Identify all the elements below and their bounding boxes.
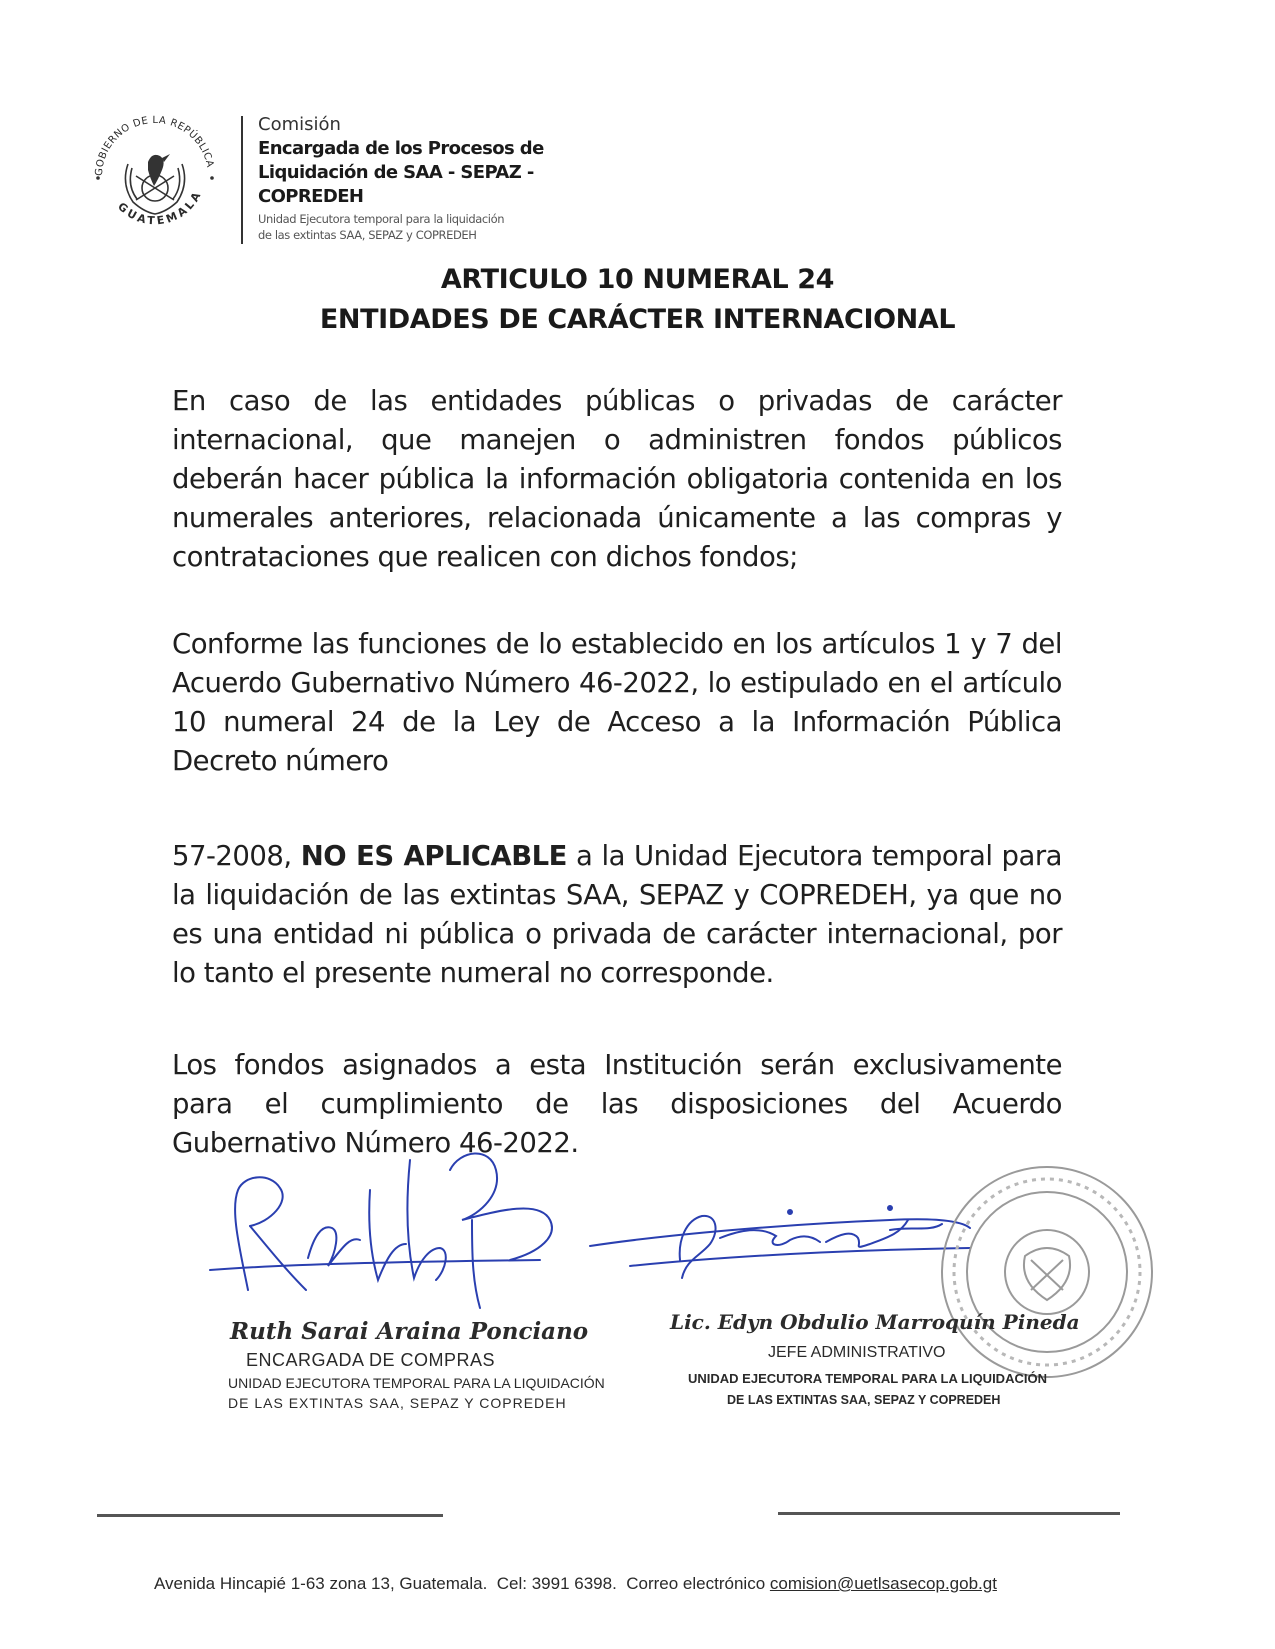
footer-rule-left bbox=[97, 1514, 443, 1517]
paragraph-3-start: 57-2008, bbox=[172, 840, 292, 872]
header-divider bbox=[241, 116, 243, 244]
paragraph-2: Conforme las funciones de lo establecido en los artículos 1 y 7 del Acuerdo Gubernativo Número 46-2022, lo estipulado en el artículo 10 numeral 24 de la Ley de Acceso a la Información Pública Decreto número bbox=[172, 628, 1062, 777]
header-subtitle-2: de las extintas SAA, SEPAZ y COPREDEH bbox=[258, 228, 477, 242]
paragraph-1: En caso de las entidades públicas o privadas de carácter internacional, que manejen o administren fondos públicos deberán hacer pública la información obligatoria contenida en los numerales anteriores, relacionada únicamente a las compras y contrataciones que realicen con dichos fondos; bbox=[172, 385, 1062, 573]
header-commission: Comisión bbox=[258, 114, 341, 135]
document-title: ARTICULO 10 NUMERAL 24 bbox=[440, 264, 835, 295]
signature-2-role: JEFE ADMINISTRATIVO bbox=[768, 1344, 946, 1361]
signature-1-unit-line-2: DE LAS EXTINTAS SAA, SEPAZ Y COPREDEH bbox=[228, 1395, 567, 1411]
header-subtitle-1: Unidad Ejecutora temporal para la liquidación bbox=[258, 212, 505, 226]
document-subtitle: ENTIDADES DE CARÁCTER INTERNACIONAL bbox=[319, 304, 956, 335]
header-line-3: COPREDEH bbox=[258, 186, 364, 207]
footer-phone: Cel: 3991 6398. bbox=[496, 1574, 617, 1593]
footer-rule-right bbox=[778, 1512, 1120, 1515]
not-applicable-emphasis: NO ES APLICABLE bbox=[300, 840, 567, 872]
footer-contact bbox=[154, 1574, 997, 1594]
footer-email-link[interactable]: comision@uetlsasecop.gob.gt bbox=[769, 1574, 997, 1593]
commission-stamp-icon bbox=[935, 1160, 1160, 1385]
footer-email-label: Correo electrónico bbox=[626, 1574, 766, 1593]
footer-address: Avenida Hincapié 1-63 zona 13, Guatemala. bbox=[154, 1574, 488, 1593]
signature-1-role: ENCARGADA DE COMPRAS bbox=[246, 1350, 496, 1370]
signature-2-unit-line-2: DE LAS EXTINTAS SAA, SEPAZ Y COPREDEH bbox=[727, 1393, 1001, 1407]
signature-1-handwriting bbox=[210, 1140, 580, 1310]
header-line-1: Encargada de los Procesos de bbox=[258, 138, 544, 159]
seal-ring-text: GOBIERNO DE LA REPÚBLICA bbox=[93, 114, 216, 177]
signature-2-unit-line-1: UNIDAD EJECUTORA TEMPORAL PARA LA LIQUIDACIÓN bbox=[688, 1371, 1047, 1386]
paragraph-4: Los fondos asignados a esta Institución serán exclusivamente para el cumplimiento de las disposiciones del Acuerdo Gubernativo Número 46-2022. bbox=[172, 1049, 1062, 1159]
signature-1-unit-line-1: UNIDAD EJECUTORA TEMPORAL PARA LA LIQUIDACIÓN bbox=[228, 1375, 605, 1391]
paragraph-3-rest: a la Unidad Ejecutora temporal para la liquidación de las extintas SAA, SEPAZ y COPREDEH, ya que no es una entidad ni pública o privada de carácter internacional, por lo tanto el presente numeral no corresponde. bbox=[172, 840, 1063, 989]
paragraph-3 bbox=[172, 837, 1062, 993]
guatemala-seal-icon bbox=[88, 104, 222, 238]
signature-1-name: Ruth Sarai Araina Ponciano bbox=[230, 1318, 589, 1345]
header-line-2: Liquidación de SAA - SEPAZ - bbox=[258, 162, 534, 183]
signature-2-name: Lic. Edyn Obdulio Marroquín Pineda bbox=[670, 1310, 1080, 1334]
seal-bottom-text: GUATEMALA bbox=[115, 187, 205, 228]
